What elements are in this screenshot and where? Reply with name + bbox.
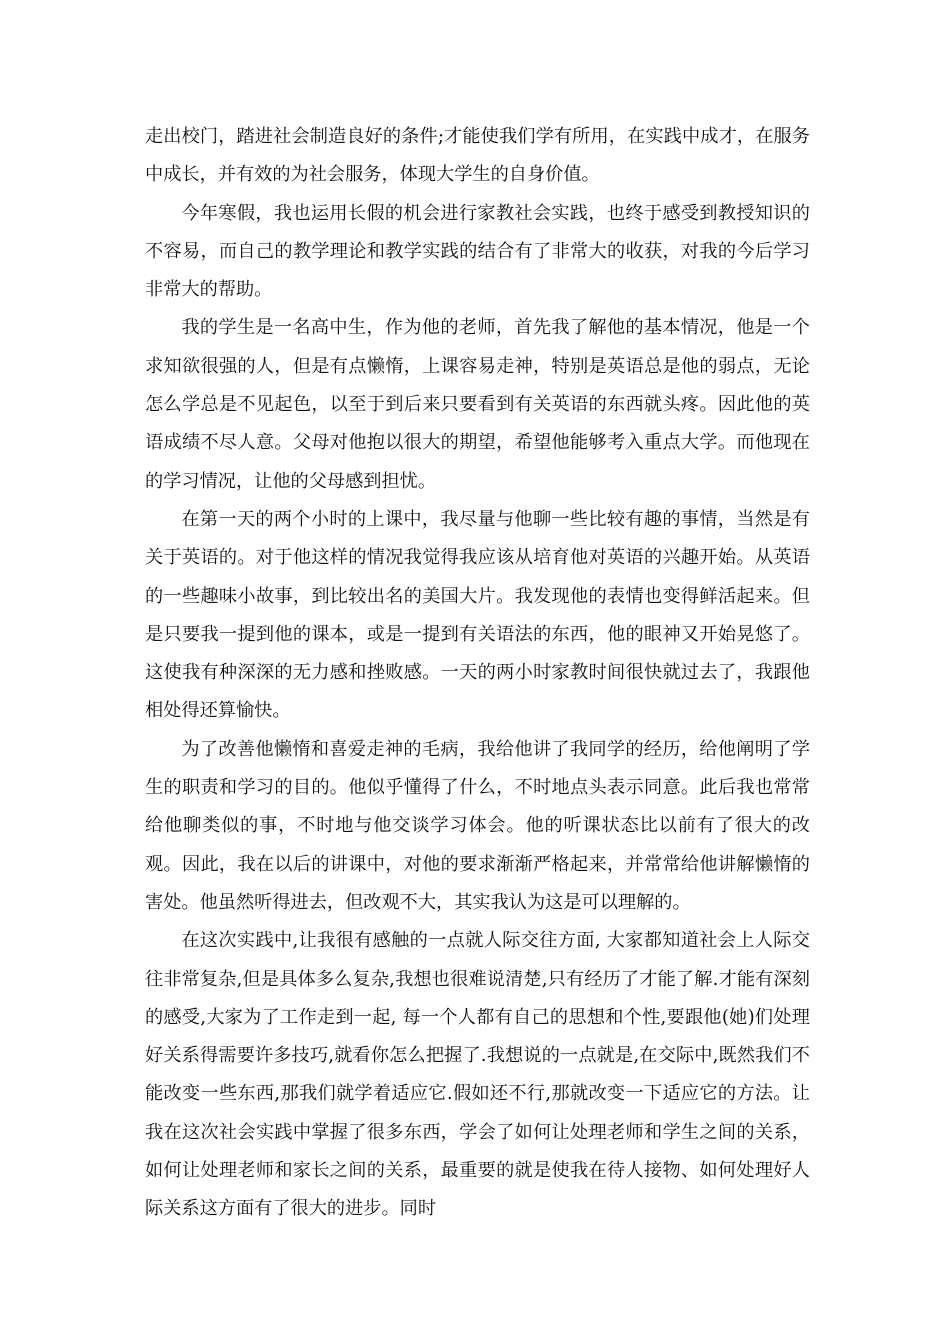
paragraph-5: 为了改善他懒惰和喜爱走神的毛病，我给他讲了我同学的经历，给他阐明了学生的职责和学习的目的。他似乎懂得了什么，不时地点头表示同意。此后我也常常给他聊类似的事，不时地与他交谈学习体会。他的听课状态比以前有了很大的改观。因此，我在以后的讲课中，对他的要求渐渐严格起来，并常常给他讲解懒惰的害处。他虽然听得进去，但改观不大，其实我认为这是可以理解的。 [145,738,810,913]
paragraph-1: 走出校门，踏进社会制造良好的条件;才能使我们学有所用，在实践中成才，在服务中成长，并有效的为社会服务，体现大学生的自身价值。 [145,126,810,186]
paragraph-4: 在第一天的两个小时的上课中，我尽量与他聊一些比较有趣的事情，当然是有关于英语的。对于他这样的情况我觉得我应该从培育他对英语的兴趣开始。从英语的一些趣味小故事，到比较出名的美国大片。我发现他的表情也变得鲜活起来。但是只要我一提到他的课本，或是一提到有关语法的东西，他的眼神又开始晃悠了。这使我有种深深的无力感和挫败感。一天的两小时家教时间很快就过去了，我跟他相处得还算愉快。 [145,508,810,722]
paragraph-3: 我的学生是一名高中生，作为他的老师，首先我了解他的基本情况，他是一个求知欲很强的人，但是有点懒惰，上课容易走神，特别是英语总是他的弱点，无论怎么学总是不见起色，以至于到后来只要看到有关英语的东西就头疼。因此他的英语成绩不尽人意。父母对他抱以很大的期望，希望他能够考入重点大学。而他现在的学习情况，让他的父母感到担忧。 [145,317,810,492]
paragraph-2: 今年寒假，我也运用长假的机会进行家教社会实践，也终于感受到教授知识的不容易，而自己的教学理论和教学实践的结合有了非常大的收获，对我的今后学习非常大的帮助。 [145,202,810,301]
paragraph-6: 在这次实践中,让我很有感触的一点就人际交往方面, 大家都知道社会上人际交往非常复杂,但是具体多么复杂,我想也很难说清楚,只有经历了才能了解.才能有深刻的感受,大家为了工作走到一起, 每一个人都有自己的思想和个性,要跟他(她)们处理好关系得需要许多技巧,就看你怎么把握了.我想说的一点就是,在交际中,既然我们不能改变一些东西,那我们就学着适应它.假如还不行,那就改变一下适应它的方法。让我在这次社会实践中掌握了很多东西，学会了如何让处理老师和学生之间的关系，如何让处理老师和家长之间的关系，最重要的就是使我在待人接物、如何处理好人际关系这方面有了很大的进步。同时 [145,930,810,1220]
document-body [145,118,810,1229]
